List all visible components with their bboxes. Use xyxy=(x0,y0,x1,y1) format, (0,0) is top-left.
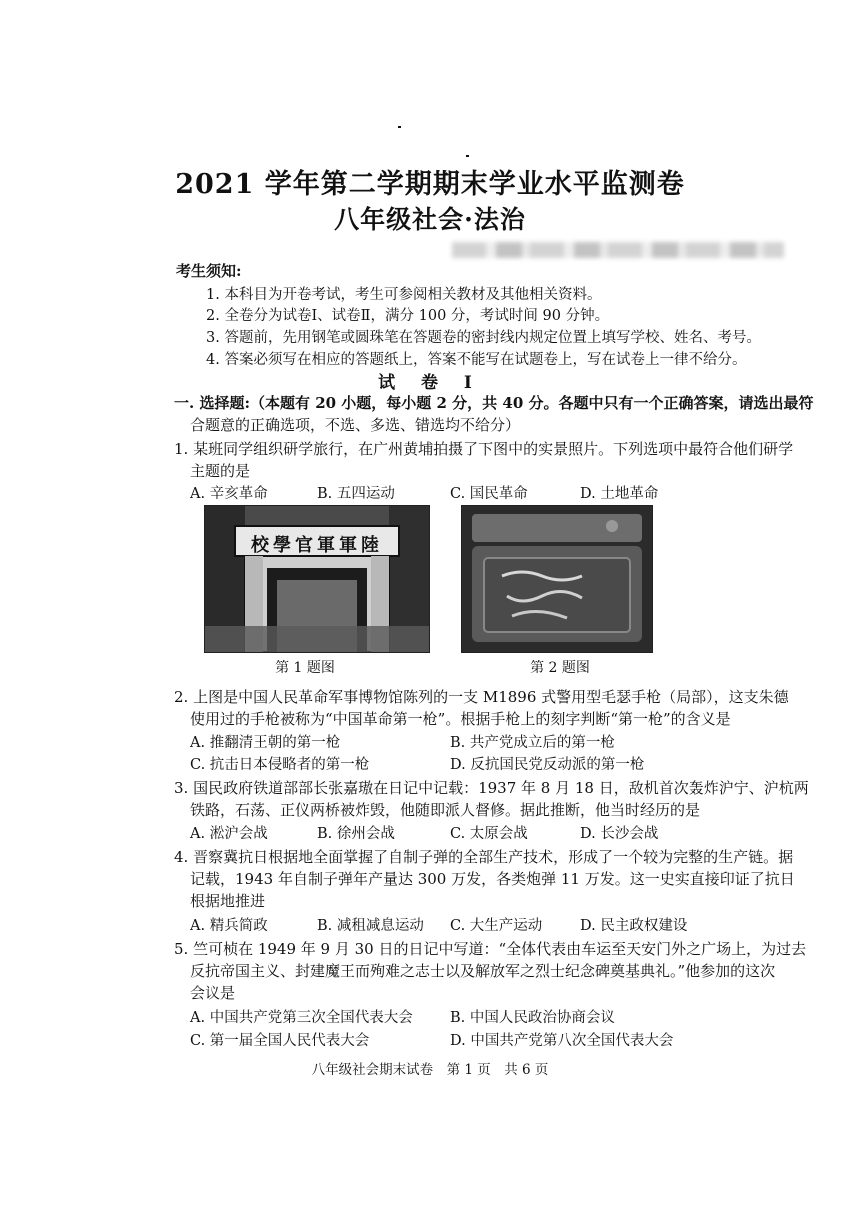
option-d: D. 反抗国民党反动派的第一枪 xyxy=(450,757,645,773)
pistol-engraving-illustration xyxy=(462,506,652,652)
figure-2-photo xyxy=(461,505,653,653)
option-c: C. 大生产运动 xyxy=(450,918,543,934)
option-c: C. 国民革命 xyxy=(450,486,528,502)
question-3-stem: 3. 国民政府铁道部部长张嘉璈在日记中记载：1937 年 8 月 18 日，敌机首次轰炸沪宁、沪杭两 xyxy=(174,779,809,797)
exam-title: 2021 学年第二学期期末学业水平监测卷 xyxy=(175,169,685,200)
section-title: 试 卷 Ⅰ xyxy=(378,373,482,393)
notice-item: 2. 全卷分为试卷Ⅰ、试卷Ⅱ，满分 100 分，考试时间 90 分钟。 xyxy=(206,308,610,324)
section-instruction: 合题意的正确选项，不选、多选、错选均不给分） xyxy=(190,416,521,434)
notice-item: 3. 答题前，先用钢笔或圆珠笔在答题卷的密封线内规定位置上填写学校、姓名、考号。 xyxy=(206,330,761,346)
notice-heading: 考生须知: xyxy=(176,262,242,280)
notice-item: 4. 答案必须写在相应的答题纸上，答案不能写在试题卷上，写在试卷上一律不给分。 xyxy=(206,352,747,368)
question-2-stem: 使用过的手枪被称为“中国革命第一枪”。根据手枪上的刻字判断“第一枪”的含义是 xyxy=(190,710,731,728)
option-a: A. 精兵简政 xyxy=(190,918,268,934)
redacted-info xyxy=(452,242,784,258)
question-4-stem: 记载，1943 年自制子弹年产量达 300 万发，各类炮弹 11 万发。这一史实直接印证了抗日 xyxy=(190,870,795,888)
option-b: B. 减租减息运动 xyxy=(317,918,424,934)
section-instruction: 一. 选择题:（本题有 20 小题，每小题 2 分，共 40 分。各题中只有一个正确答案，请选出最符 xyxy=(174,394,814,412)
question-5-stem: 会议是 xyxy=(190,984,236,1002)
notice-item: 1. 本科目为开卷考试，考生可参阅相关教材及其他相关资料。 xyxy=(206,287,602,303)
page-footer: 八年级社会期末试卷 第 1 页 共 6 页 xyxy=(311,1062,549,1078)
question-3-stem: 铁路，石荡、正仪两桥被炸毁，他随即派人督修。据此推断，他当时经历的是 xyxy=(190,801,701,819)
option-a: A. 推翻清王朝的第一枪 xyxy=(190,735,341,751)
option-d: D. 中国共产党第八次全国代表大会 xyxy=(450,1033,674,1049)
question-5-stem: 5. 竺可桢在 1949 年 9 月 30 日的日记中写道：“全体代表由车运至天安门外之广场上，为过去 xyxy=(174,940,807,958)
question-1-stem: 主题的是 xyxy=(190,462,251,480)
figure-1-photo xyxy=(204,505,430,653)
question-5-stem: 反抗帝国主义、封建魔王而殉难之志士以及解放军之烈士纪念碑奠基典礼。”他参加的这次 xyxy=(190,962,776,980)
question-4-stem: 4. 晋察冀抗日根据地全面掌握了自制子弹的全部生产技术，形成了一个较为完整的生产链。据 xyxy=(174,848,794,866)
question-1-stem: 1. 某班同学组织研学旅行，在广州黄埔拍摄了下图中的实景照片。下列选项中最符合他们研学 xyxy=(174,440,794,458)
question-4-stem: 根据地推进 xyxy=(190,892,266,910)
option-d: D. 长沙会战 xyxy=(580,826,659,842)
option-d: D. 土地革命 xyxy=(580,486,659,502)
figure-2-caption: 第 2 题图 xyxy=(530,660,590,676)
option-b: B. 共产党成立后的第一枪 xyxy=(450,735,615,751)
option-b: B. 五四运动 xyxy=(317,486,395,502)
option-a: A. 淞沪会战 xyxy=(190,826,268,842)
academy-gate-illustration xyxy=(205,506,429,652)
option-c: C. 太原会战 xyxy=(450,826,528,842)
option-c: C. 抗击日本侵略者的第一枪 xyxy=(190,757,370,773)
question-2-stem: 2. 上图是中国人民革命军事博物馆陈列的一支 M1896 式警用型毛瑟手枪（局部），这支朱德 xyxy=(174,688,789,706)
option-d: D. 民主政权建设 xyxy=(580,918,688,934)
exam-subject: 八年级社会·法治 xyxy=(334,205,526,234)
figure-1-caption: 第 1 题图 xyxy=(275,660,335,676)
scan-speck xyxy=(398,126,401,128)
option-b: B. 徐州会战 xyxy=(317,826,395,842)
option-a: A. 中国共产党第三次全国代表大会 xyxy=(190,1010,413,1026)
option-b: B. 中国人民政治协商会议 xyxy=(450,1010,615,1026)
scan-speck xyxy=(466,155,469,157)
option-c: C. 第一届全国人民代表大会 xyxy=(190,1033,370,1049)
gate-sign-text: 陸軍軍官學校 xyxy=(251,535,383,556)
option-a: A. 辛亥革命 xyxy=(190,486,268,502)
